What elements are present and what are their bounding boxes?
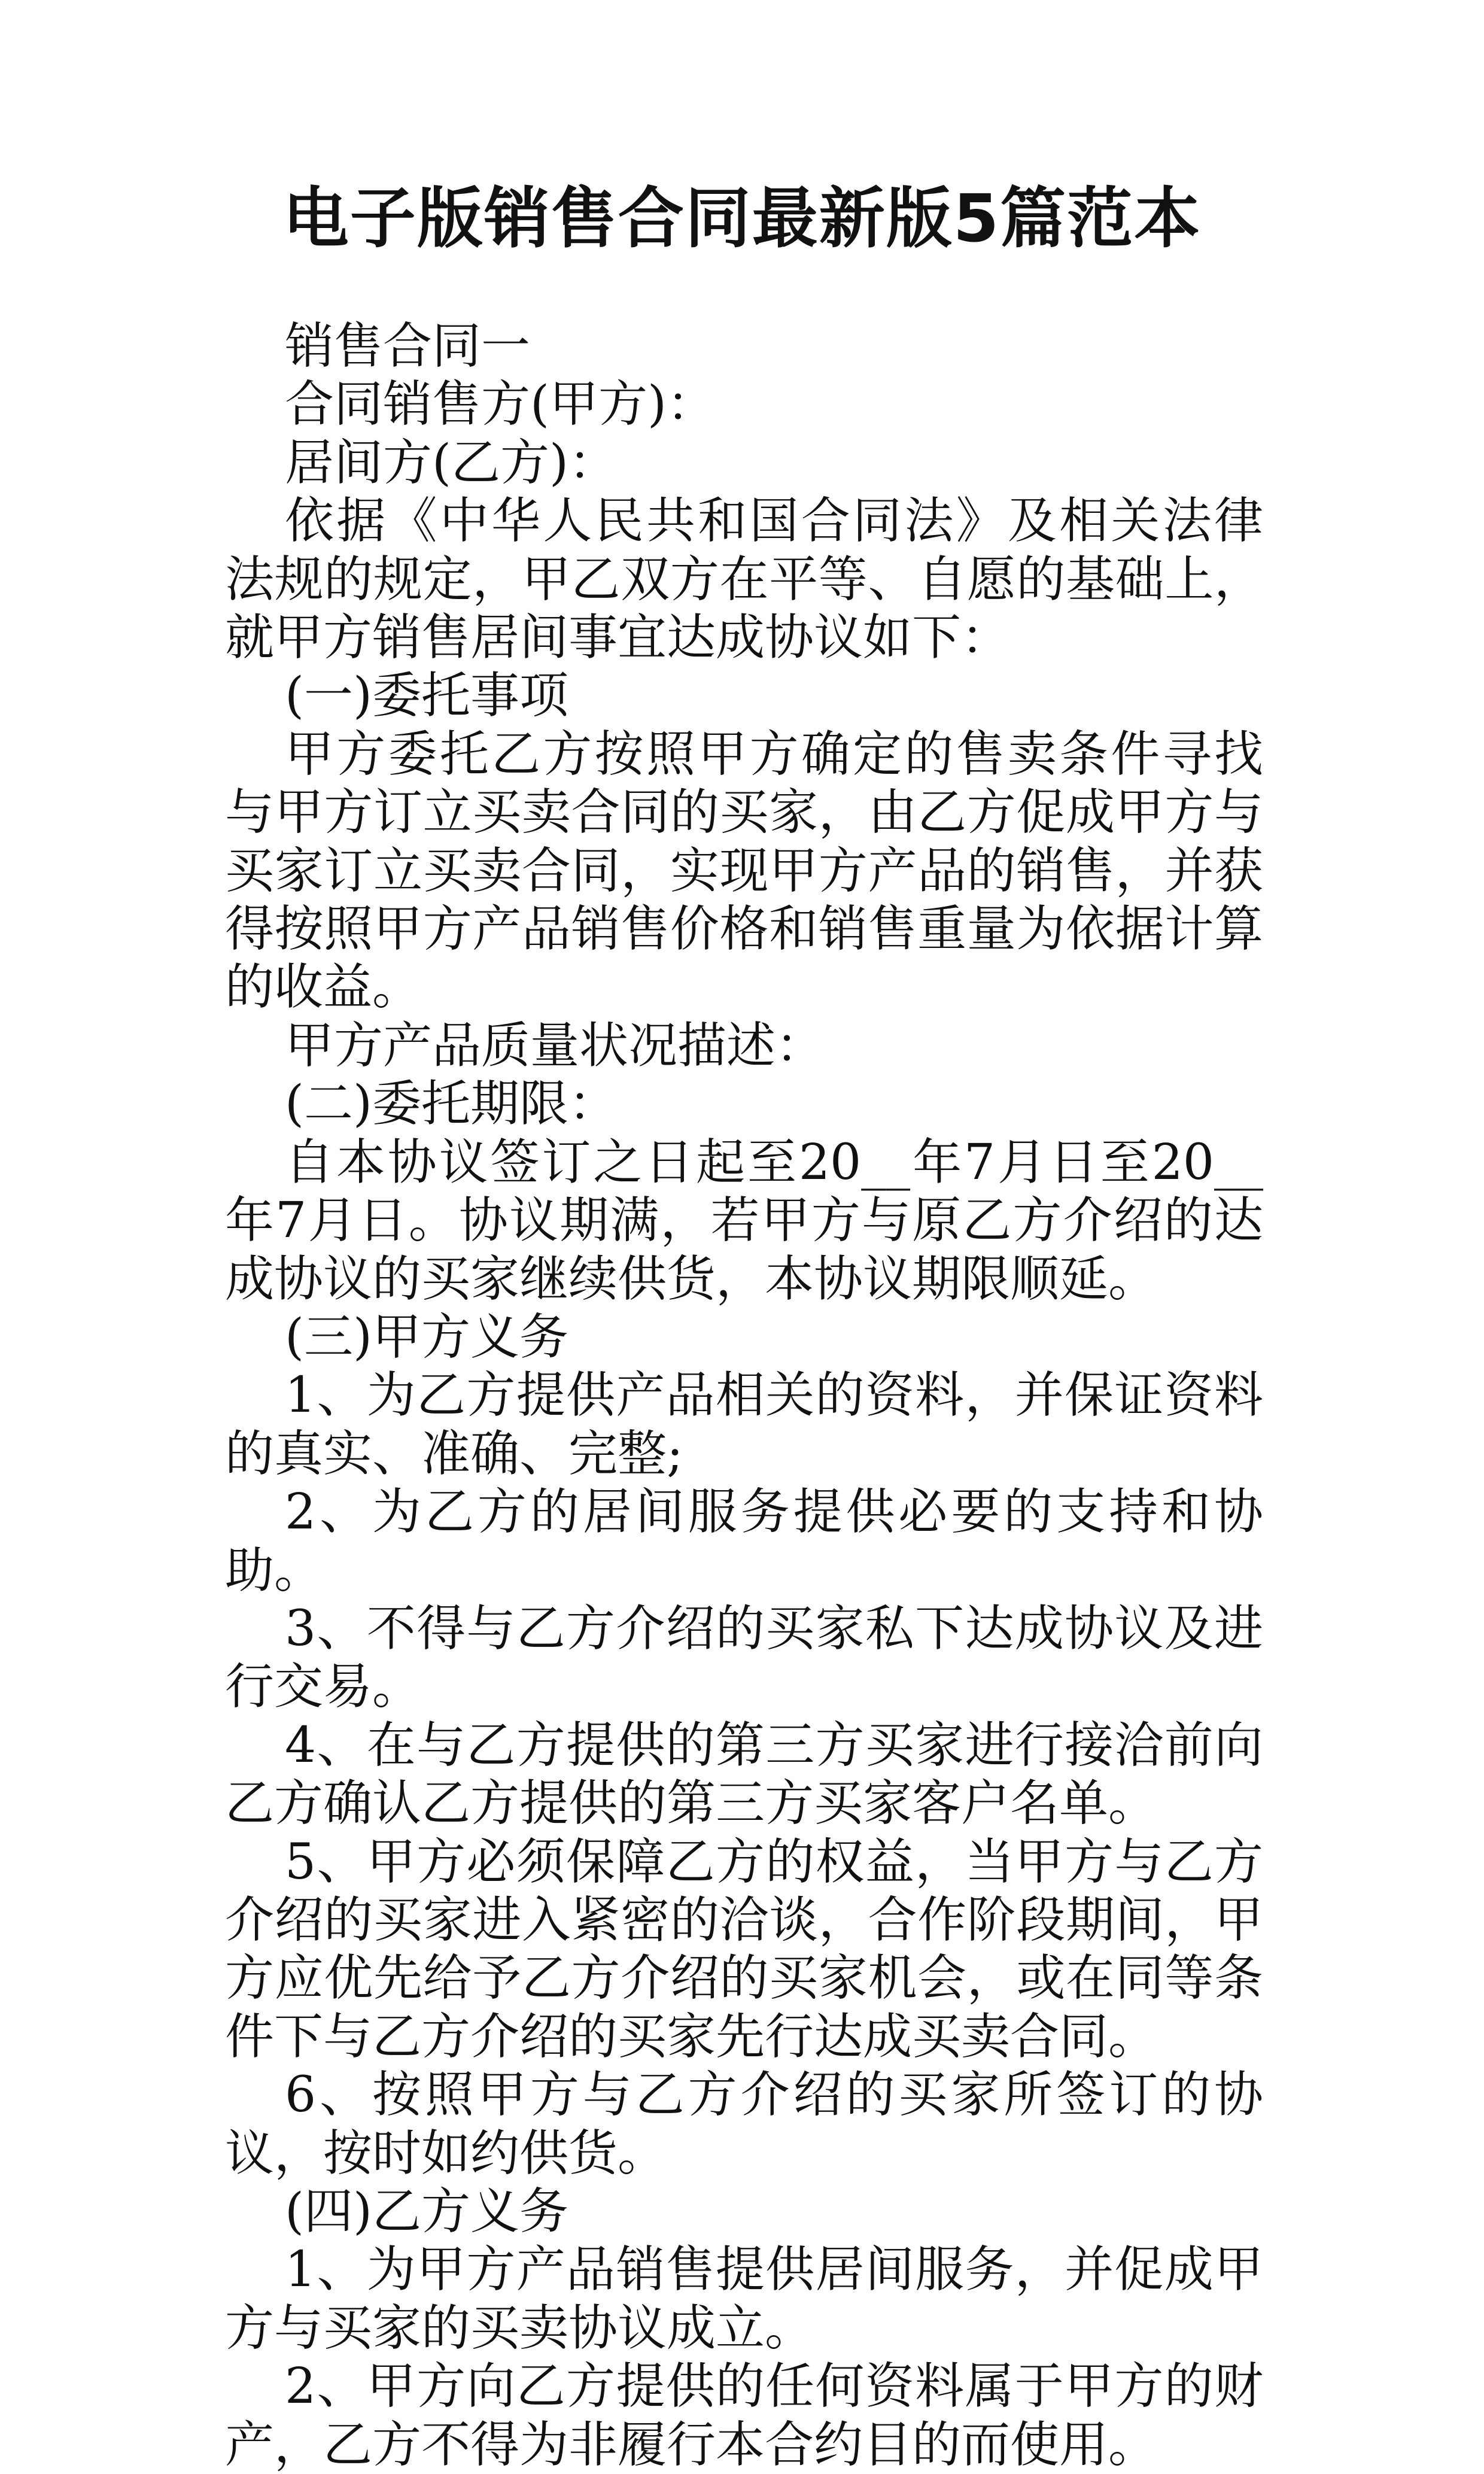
preamble-paragraph: 依据《中华人民共和国合同法》及相关法律法规的规定，甲乙双方在平等、自愿的基础上，就甲方销售居间事宜达成协议如下：: [225, 493, 1263, 667]
party-a-obligation-item: 1、为乙方提供产品相关的资料，并保证资料的真实、准确、完整;: [225, 1367, 1263, 1482]
party-a-obligation-item: 3、不得与乙方介绍的买家私下达成协议及进行交易。: [225, 1600, 1263, 1716]
party-b-obligation-item: 2、甲方向乙方提供的任何资料属于甲方的财产，乙方不得为非履行本合约目的而使用。: [225, 2358, 1263, 2473]
party-a-obligation-item: 6、按照甲方与乙方介绍的买家所签订的协议，按时如约供货。: [225, 2066, 1263, 2182]
entrusted-matters-paragraph: 甲方委托乙方按照甲方确定的售卖条件寻找与甲方订立买卖合同的买家，由乙方促成甲方与买家订立买卖合同，实现甲方产品的销售，并获得按照甲方产品销售价格和销售重量为依据计算的收益。: [225, 725, 1263, 1016]
entrust-term-paragraph: 自本协议签订之日起至20__年7月日至20__年7月日。协议期满，若甲方与原乙方介绍的达成协议的买家继续供货，本协议期限顺延。: [225, 1133, 1263, 1308]
party-b-obligation-item: 1、为甲方产品销售提供居间服务，并促成甲方与买家的买卖协议成立。: [225, 2241, 1263, 2357]
party-a-obligation-item: 4、在与乙方提供的第三方买家进行接洽前向乙方确认乙方提供的第三方买家客户名单。: [225, 1716, 1263, 1832]
section-heading-entrusted-matters: (一)委托事项: [285, 667, 568, 725]
document-body: [225, 317, 1263, 2474]
party-a-line: 合同销售方(甲方)：: [285, 376, 716, 433]
product-quality-line: 甲方产品质量状况描述：: [285, 1017, 825, 1074]
party-a-obligation-item: 2、为乙方的居间服务提供必要的支持和协助。: [225, 1484, 1263, 1599]
section-heading-contract-one: 销售合同一: [285, 318, 531, 375]
section-heading-entrust-term: (二)委托期限：: [285, 1075, 618, 1133]
section-heading-party-b-obligations: (四)乙方义务: [285, 2183, 568, 2240]
document-title: 电子版销售合同最新版5篇范本: [282, 180, 1202, 257]
section-heading-party-a-obligations: (三)甲方义务: [285, 1308, 568, 1366]
party-b-line: 居间方(乙方)：: [285, 434, 618, 491]
party-a-obligation-item: 5、甲方必须保障乙方的权益，当甲方与乙方介绍的买家进入紧密的洽谈，合作阶段期间，甲方应优先给予乙方介绍的买家机会，或在同等条件下与乙方介绍的买家先行达成买卖合同。: [225, 1833, 1263, 2065]
